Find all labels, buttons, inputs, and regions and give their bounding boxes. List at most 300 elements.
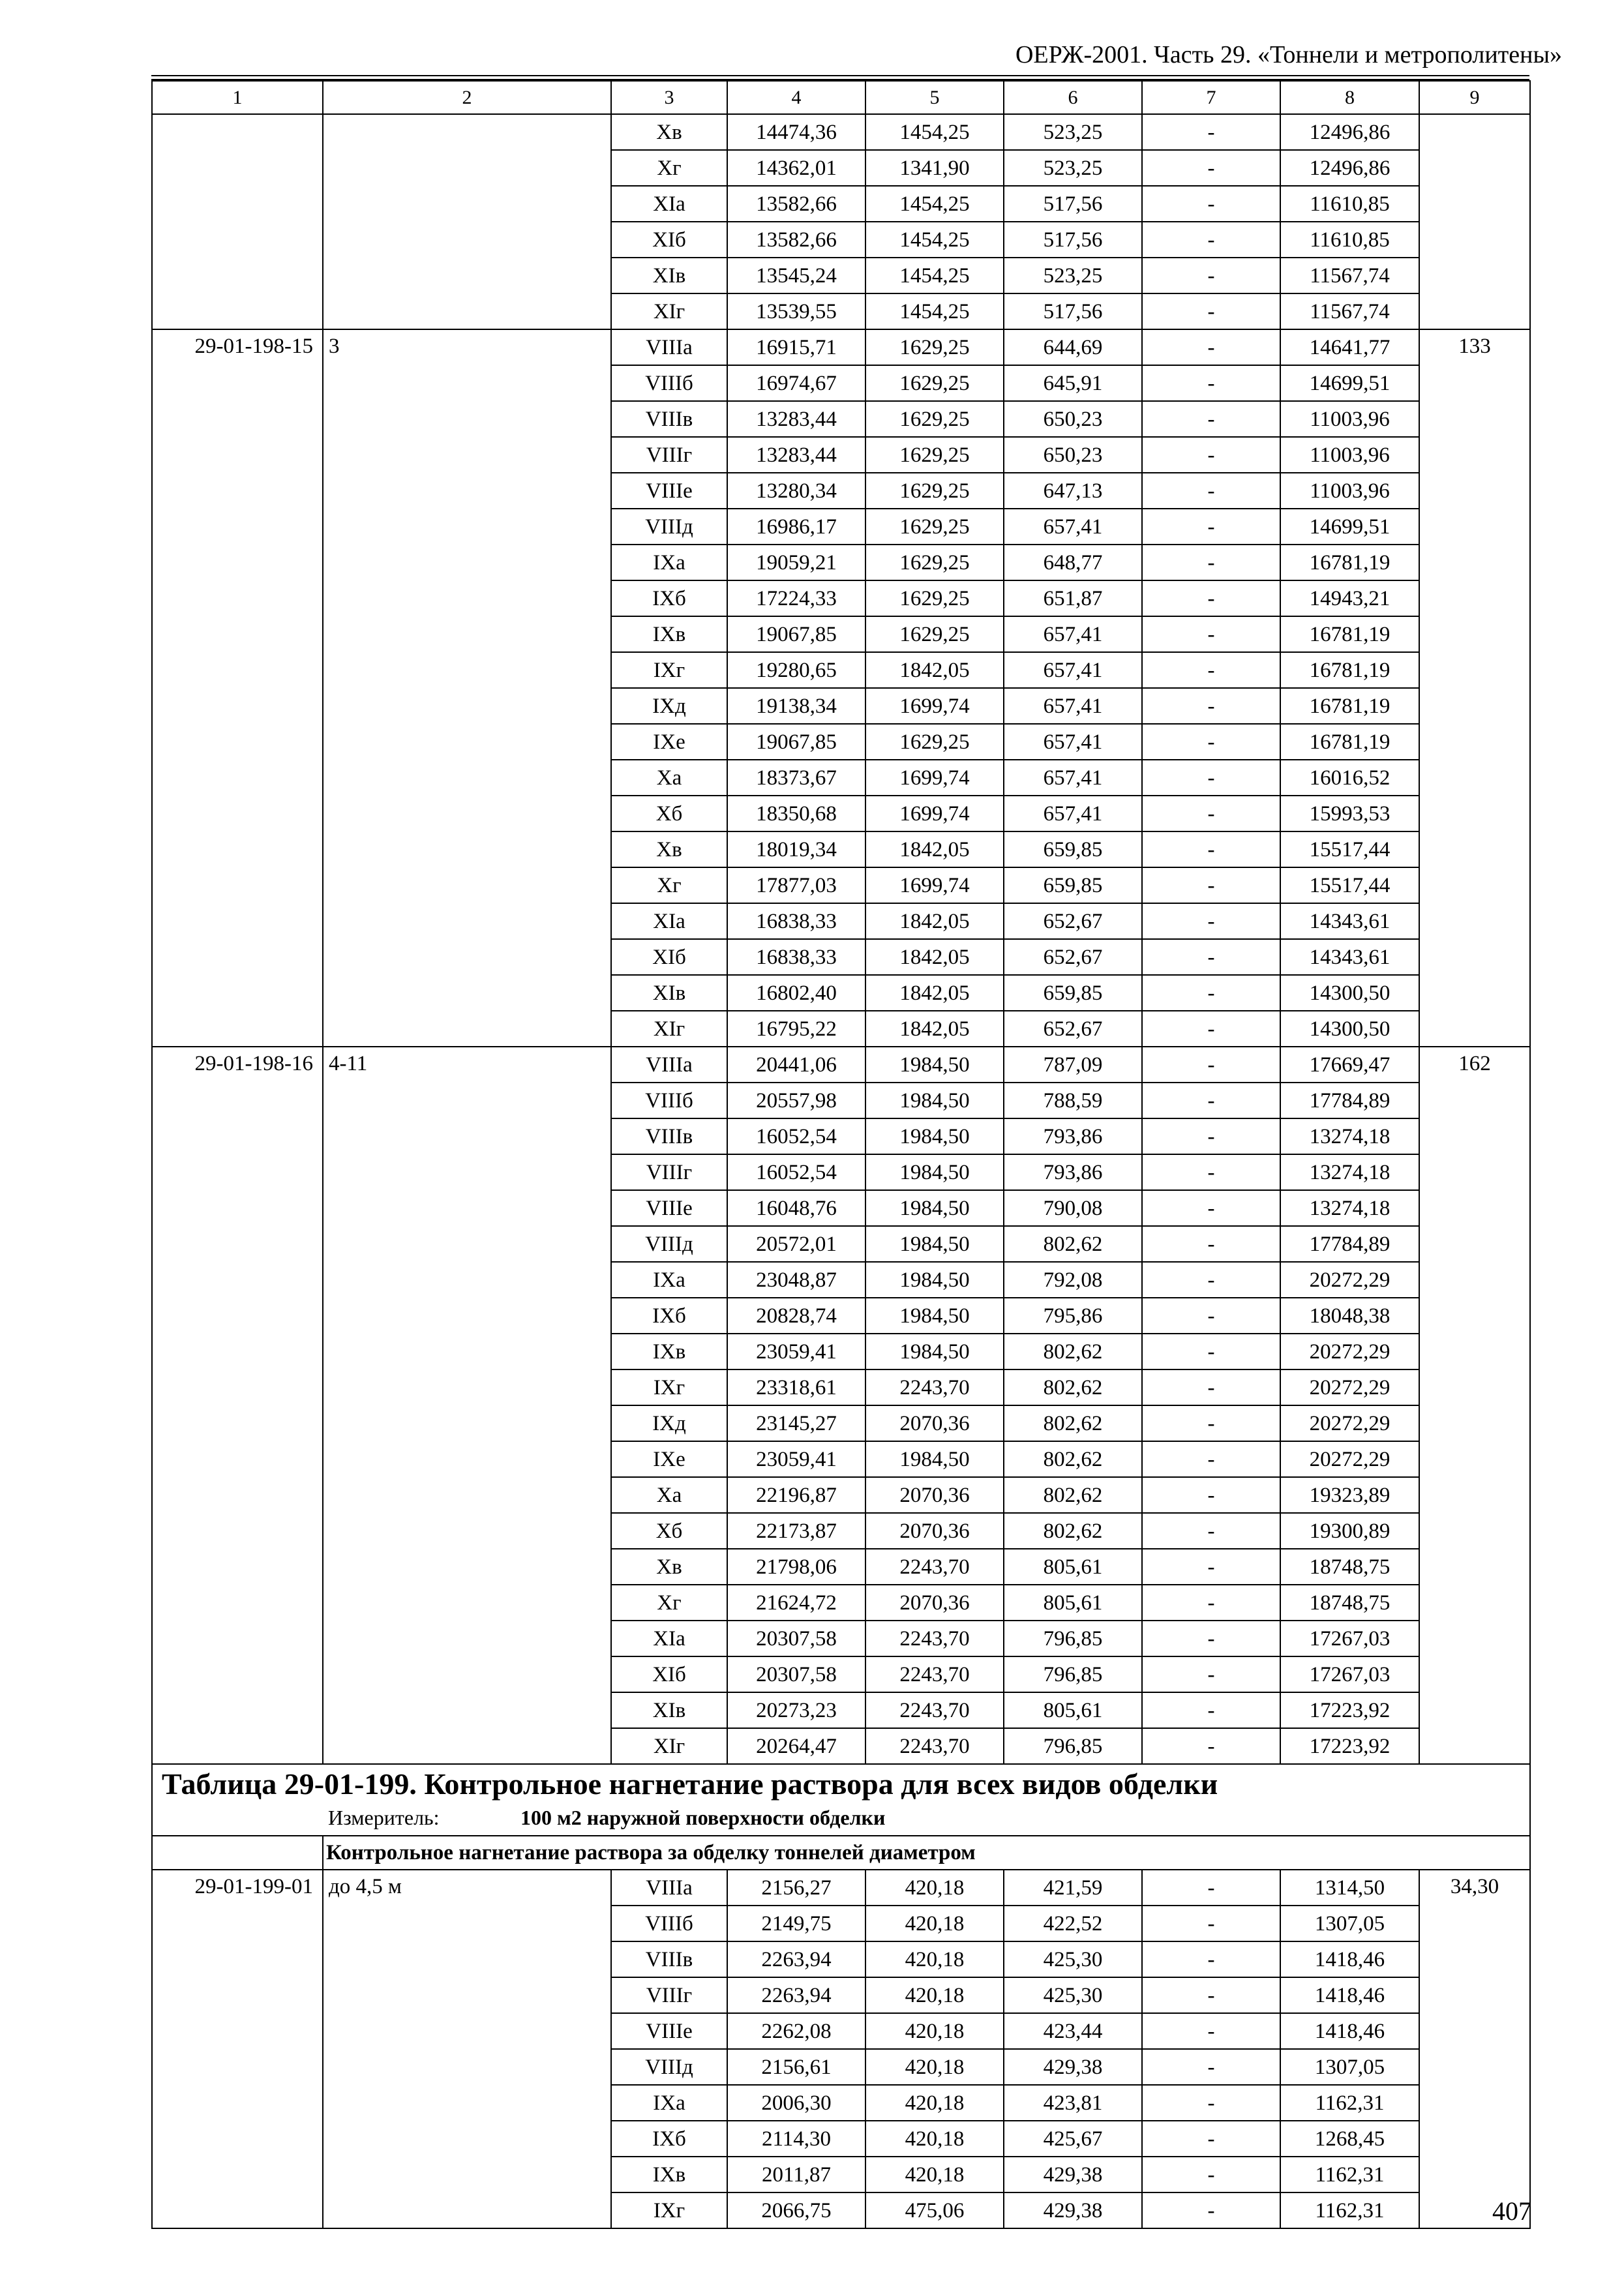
total-cost: 17224,33 xyxy=(727,580,865,616)
driver-wages: - xyxy=(1142,1477,1280,1513)
total-cost: 13582,66 xyxy=(727,222,865,258)
machine-cost: 421,59 xyxy=(1004,1870,1142,1906)
machine-cost: 657,41 xyxy=(1004,616,1142,652)
category: IXб xyxy=(611,1298,727,1334)
machine-cost: 802,62 xyxy=(1004,1477,1142,1513)
machine-cost: 657,41 xyxy=(1004,688,1142,724)
total-cost: 20307,58 xyxy=(727,1656,865,1692)
total-cost: 19067,85 xyxy=(727,724,865,760)
wages: 1984,50 xyxy=(865,1262,1004,1298)
driver-wages: - xyxy=(1142,186,1280,222)
wages: 2243,70 xyxy=(865,1549,1004,1585)
category: VIIIд xyxy=(611,1226,727,1262)
total-cost: 21624,72 xyxy=(727,1585,865,1621)
machine-cost: 652,67 xyxy=(1004,939,1142,975)
wages: 1629,25 xyxy=(865,329,1004,365)
materials: 17223,92 xyxy=(1280,1728,1419,1764)
driver-wages: - xyxy=(1142,545,1280,580)
total-cost: 20828,74 xyxy=(727,1298,865,1334)
total-cost: 16052,54 xyxy=(727,1154,865,1190)
machine-cost: 425,30 xyxy=(1004,1977,1142,2013)
materials: 1418,46 xyxy=(1280,2013,1419,2049)
page-number: 407 xyxy=(1492,2196,1531,2226)
total-cost: 19138,34 xyxy=(727,688,865,724)
machine-cost: 517,56 xyxy=(1004,186,1142,222)
subheading-row xyxy=(152,1836,1530,1870)
category: VIIIв xyxy=(611,1118,727,1154)
total-cost: 2156,27 xyxy=(727,1870,865,1906)
column-number: 5 xyxy=(865,81,1004,114)
wages: 1842,05 xyxy=(865,903,1004,939)
driver-wages: - xyxy=(1142,760,1280,796)
rate-code xyxy=(152,114,323,329)
category: VIIIг xyxy=(611,1154,727,1190)
category: IXб xyxy=(611,2121,727,2157)
driver-wages: - xyxy=(1142,258,1280,293)
total-cost: 16915,71 xyxy=(727,329,865,365)
total-cost: 20441,06 xyxy=(727,1047,865,1083)
materials: 13274,18 xyxy=(1280,1190,1419,1226)
category: VIIIa xyxy=(611,1047,727,1083)
materials: 15517,44 xyxy=(1280,867,1419,903)
materials: 16781,19 xyxy=(1280,652,1419,688)
driver-wages: - xyxy=(1142,293,1280,329)
running-header: ОЕРЖ-2001. Часть 29. «Тоннели и метрополитены» xyxy=(1015,41,1562,68)
total-cost: 16838,33 xyxy=(727,939,865,975)
driver-wages: - xyxy=(1142,2192,1280,2228)
column-number: 1 xyxy=(152,81,323,114)
total-cost: 20557,98 xyxy=(727,1083,865,1118)
wages: 1984,50 xyxy=(865,1441,1004,1477)
materials: 1418,46 xyxy=(1280,1941,1419,1977)
rates-table xyxy=(151,80,1531,2229)
wages: 1984,50 xyxy=(865,1334,1004,1369)
driver-wages: - xyxy=(1142,1549,1280,1585)
category: VIIIе xyxy=(611,1190,727,1226)
category: VIIIе xyxy=(611,473,727,509)
header-rule xyxy=(151,75,1529,76)
materials: 17267,03 xyxy=(1280,1621,1419,1656)
machine-cost: 802,62 xyxy=(1004,1369,1142,1405)
wages: 420,18 xyxy=(865,1906,1004,1941)
total-cost: 13582,66 xyxy=(727,186,865,222)
machine-cost: 648,77 xyxy=(1004,545,1142,580)
driver-wages: - xyxy=(1142,580,1280,616)
machine-cost: 802,62 xyxy=(1004,1334,1142,1369)
wages: 2243,70 xyxy=(865,1656,1004,1692)
materials: 13274,18 xyxy=(1280,1154,1419,1190)
total-cost: 13280,34 xyxy=(727,473,865,509)
driver-wages: - xyxy=(1142,1011,1280,1047)
wages: 1454,25 xyxy=(865,114,1004,150)
wages: 1842,05 xyxy=(865,939,1004,975)
materials: 14300,50 xyxy=(1280,975,1419,1011)
total-cost: 14362,01 xyxy=(727,150,865,186)
total-cost: 16986,17 xyxy=(727,509,865,545)
driver-wages: - xyxy=(1142,509,1280,545)
total-cost: 16974,67 xyxy=(727,365,865,401)
materials: 14343,61 xyxy=(1280,939,1419,975)
materials: 12496,86 xyxy=(1280,150,1419,186)
category: Xг xyxy=(611,150,727,186)
machine-cost: 657,41 xyxy=(1004,509,1142,545)
category: XIг xyxy=(611,1728,727,1764)
machine-cost: 802,62 xyxy=(1004,1226,1142,1262)
rate-code: 29-01-199-01 xyxy=(152,1870,323,2228)
wages: 1984,50 xyxy=(865,1190,1004,1226)
materials: 19300,89 xyxy=(1280,1513,1419,1549)
rate-code: 29-01-198-15 xyxy=(152,329,323,1047)
total-cost: 19280,65 xyxy=(727,652,865,688)
machine-cost: 423,81 xyxy=(1004,2085,1142,2121)
driver-wages: - xyxy=(1142,222,1280,258)
wages: 420,18 xyxy=(865,2157,1004,2192)
materials: 16781,19 xyxy=(1280,545,1419,580)
materials: 1268,45 xyxy=(1280,2121,1419,2157)
wages: 1842,05 xyxy=(865,652,1004,688)
materials: 14699,51 xyxy=(1280,365,1419,401)
category: IXг xyxy=(611,2192,727,2228)
materials: 1307,05 xyxy=(1280,1906,1419,1941)
wages: 420,18 xyxy=(865,1870,1004,1906)
machine-cost: 796,85 xyxy=(1004,1728,1142,1764)
category: VIIIб xyxy=(611,1083,727,1118)
wages: 2243,70 xyxy=(865,1728,1004,1764)
driver-wages: - xyxy=(1142,1298,1280,1334)
materials: 16781,19 xyxy=(1280,616,1419,652)
total-cost: 20572,01 xyxy=(727,1226,865,1262)
total-cost: 16052,54 xyxy=(727,1118,865,1154)
materials: 17784,89 xyxy=(1280,1083,1419,1118)
table-row xyxy=(152,1047,1530,1083)
machine-cost: 796,85 xyxy=(1004,1621,1142,1656)
wages: 1629,25 xyxy=(865,437,1004,473)
driver-wages: - xyxy=(1142,1870,1280,1906)
total-cost: 21798,06 xyxy=(727,1549,865,1585)
total-cost: 14474,36 xyxy=(727,114,865,150)
wages: 2243,70 xyxy=(865,1621,1004,1656)
machine-cost: 645,91 xyxy=(1004,365,1142,401)
category: VIIIв xyxy=(611,401,727,437)
extra-value: 133 xyxy=(1419,329,1530,1047)
driver-wages: - xyxy=(1142,867,1280,903)
driver-wages: - xyxy=(1142,1941,1280,1977)
materials: 18748,75 xyxy=(1280,1549,1419,1585)
wages: 1984,50 xyxy=(865,1226,1004,1262)
materials: 15993,53 xyxy=(1280,796,1419,831)
table-title-row xyxy=(152,1764,1530,1836)
total-cost: 23048,87 xyxy=(727,1262,865,1298)
column-number: 8 xyxy=(1280,81,1419,114)
wages: 1454,25 xyxy=(865,258,1004,293)
total-cost: 2156,61 xyxy=(727,2049,865,2085)
machine-cost: 805,61 xyxy=(1004,1585,1142,1621)
total-cost: 16802,40 xyxy=(727,975,865,1011)
machine-cost: 517,56 xyxy=(1004,293,1142,329)
wages: 2070,36 xyxy=(865,1405,1004,1441)
total-cost: 2149,75 xyxy=(727,1906,865,1941)
driver-wages: - xyxy=(1142,1405,1280,1441)
category: VIIIб xyxy=(611,365,727,401)
machine-cost: 792,08 xyxy=(1004,1262,1142,1298)
wages: 420,18 xyxy=(865,2121,1004,2157)
category: XIв xyxy=(611,258,727,293)
wages: 1984,50 xyxy=(865,1298,1004,1334)
table-row xyxy=(152,114,1530,150)
category: XIa xyxy=(611,1621,727,1656)
wages: 420,18 xyxy=(865,2049,1004,2085)
machine-cost: 425,67 xyxy=(1004,2121,1142,2157)
category: Xб xyxy=(611,1513,727,1549)
column-number: 4 xyxy=(727,81,865,114)
machine-cost: 802,62 xyxy=(1004,1405,1142,1441)
driver-wages: - xyxy=(1142,831,1280,867)
wages: 1699,74 xyxy=(865,796,1004,831)
total-cost: 23145,27 xyxy=(727,1405,865,1441)
materials: 11610,85 xyxy=(1280,222,1419,258)
category: IXв xyxy=(611,1334,727,1369)
driver-wages: - xyxy=(1142,401,1280,437)
table-title: Таблица 29-01-199. Контрольное нагнетание раствора для всех видов обделки xyxy=(162,1767,1218,1801)
total-cost: 23059,41 xyxy=(727,1334,865,1369)
wages: 2070,36 xyxy=(865,1477,1004,1513)
total-cost: 20264,47 xyxy=(727,1728,865,1764)
machine-cost: 523,25 xyxy=(1004,150,1142,186)
materials: 1418,46 xyxy=(1280,1977,1419,2013)
materials: 20272,29 xyxy=(1280,1405,1419,1441)
category: IXa xyxy=(611,1262,727,1298)
wages: 2070,36 xyxy=(865,1585,1004,1621)
materials: 11567,74 xyxy=(1280,258,1419,293)
materials: 14343,61 xyxy=(1280,903,1419,939)
category: XIб xyxy=(611,222,727,258)
wages: 1454,25 xyxy=(865,186,1004,222)
category: Xa xyxy=(611,760,727,796)
materials: 1314,50 xyxy=(1280,1870,1419,1906)
column-number: 9 xyxy=(1419,81,1530,114)
driver-wages: - xyxy=(1142,688,1280,724)
machine-cost: 805,61 xyxy=(1004,1692,1142,1728)
extra-value xyxy=(1419,114,1530,329)
materials: 20272,29 xyxy=(1280,1334,1419,1369)
machine-cost: 802,62 xyxy=(1004,1513,1142,1549)
total-cost: 2263,94 xyxy=(727,1977,865,2013)
category: XIг xyxy=(611,1011,727,1047)
machine-cost: 657,41 xyxy=(1004,760,1142,796)
category: Xв xyxy=(611,114,727,150)
materials: 11003,96 xyxy=(1280,473,1419,509)
driver-wages: - xyxy=(1142,365,1280,401)
materials: 20272,29 xyxy=(1280,1441,1419,1477)
driver-wages: - xyxy=(1142,1513,1280,1549)
machine-cost: 651,87 xyxy=(1004,580,1142,616)
total-cost: 19059,21 xyxy=(727,545,865,580)
total-cost: 2263,94 xyxy=(727,1941,865,1977)
machine-cost: 423,44 xyxy=(1004,2013,1142,2049)
table-unit xyxy=(155,1804,1527,1835)
materials: 14641,77 xyxy=(1280,329,1419,365)
machine-cost: 787,09 xyxy=(1004,1047,1142,1083)
wages: 1629,25 xyxy=(865,509,1004,545)
wages: 1629,25 xyxy=(865,724,1004,760)
materials: 1162,31 xyxy=(1280,2085,1419,2121)
total-cost: 22196,87 xyxy=(727,1477,865,1513)
category: XIг xyxy=(611,293,727,329)
driver-wages: - xyxy=(1142,939,1280,975)
materials: 11567,74 xyxy=(1280,293,1419,329)
driver-wages: - xyxy=(1142,437,1280,473)
materials: 20272,29 xyxy=(1280,1262,1419,1298)
materials: 16781,19 xyxy=(1280,724,1419,760)
driver-wages: - xyxy=(1142,1047,1280,1083)
machine-cost: 429,38 xyxy=(1004,2157,1142,2192)
driver-wages: - xyxy=(1142,2121,1280,2157)
materials: 15517,44 xyxy=(1280,831,1419,867)
extra-value: 34,30 xyxy=(1419,1870,1530,2228)
category: Xб xyxy=(611,796,727,831)
table-row xyxy=(152,329,1530,365)
driver-wages: - xyxy=(1142,1083,1280,1118)
wages: 2070,36 xyxy=(865,1513,1004,1549)
machine-cost: 659,85 xyxy=(1004,831,1142,867)
wages: 2243,70 xyxy=(865,1369,1004,1405)
unit-label: Измеритель: xyxy=(328,1806,440,1829)
category: Xв xyxy=(611,1549,727,1585)
driver-wages: - xyxy=(1142,975,1280,1011)
category: VIIIб xyxy=(611,1906,727,1941)
materials: 19323,89 xyxy=(1280,1477,1419,1513)
materials: 11003,96 xyxy=(1280,437,1419,473)
work-description: 3 xyxy=(323,329,611,1047)
category: XIб xyxy=(611,1656,727,1692)
machine-cost: 802,62 xyxy=(1004,1441,1142,1477)
category: IXг xyxy=(611,652,727,688)
driver-wages: - xyxy=(1142,1154,1280,1190)
work-description xyxy=(323,114,611,329)
driver-wages: - xyxy=(1142,652,1280,688)
total-cost: 22173,87 xyxy=(727,1513,865,1549)
total-cost: 20273,23 xyxy=(727,1692,865,1728)
machine-cost: 657,41 xyxy=(1004,796,1142,831)
machine-cost: 805,61 xyxy=(1004,1549,1142,1585)
wages: 1454,25 xyxy=(865,293,1004,329)
machine-cost: 429,38 xyxy=(1004,2192,1142,2228)
category: XIв xyxy=(611,1692,727,1728)
total-cost: 13283,44 xyxy=(727,401,865,437)
total-cost: 2006,30 xyxy=(727,2085,865,2121)
driver-wages: - xyxy=(1142,1692,1280,1728)
machine-cost: 647,13 xyxy=(1004,473,1142,509)
category: XIa xyxy=(611,903,727,939)
machine-cost: 422,52 xyxy=(1004,1906,1142,1941)
total-cost: 16048,76 xyxy=(727,1190,865,1226)
materials: 18048,38 xyxy=(1280,1298,1419,1334)
machine-cost: 657,41 xyxy=(1004,652,1142,688)
driver-wages: - xyxy=(1142,1226,1280,1262)
total-cost: 23059,41 xyxy=(727,1441,865,1477)
machine-cost: 788,59 xyxy=(1004,1083,1142,1118)
driver-wages: - xyxy=(1142,1118,1280,1154)
category: IXв xyxy=(611,2157,727,2192)
driver-wages: - xyxy=(1142,2013,1280,2049)
wages: 1842,05 xyxy=(865,831,1004,867)
category: IXб xyxy=(611,580,727,616)
wages: 420,18 xyxy=(865,2013,1004,2049)
category: IXд xyxy=(611,688,727,724)
category: XIб xyxy=(611,939,727,975)
wages: 475,06 xyxy=(865,2192,1004,2228)
total-cost: 2114,30 xyxy=(727,2121,865,2157)
machine-cost: 425,30 xyxy=(1004,1941,1142,1977)
wages: 1629,25 xyxy=(865,401,1004,437)
driver-wages: - xyxy=(1142,1441,1280,1477)
wages: 1699,74 xyxy=(865,867,1004,903)
materials: 11610,85 xyxy=(1280,186,1419,222)
total-cost: 16795,22 xyxy=(727,1011,865,1047)
category: XIa xyxy=(611,186,727,222)
machine-cost: 657,41 xyxy=(1004,724,1142,760)
driver-wages: - xyxy=(1142,616,1280,652)
category: Xa xyxy=(611,1477,727,1513)
materials: 17669,47 xyxy=(1280,1047,1419,1083)
wages: 1629,25 xyxy=(865,545,1004,580)
machine-cost: 644,69 xyxy=(1004,329,1142,365)
driver-wages: - xyxy=(1142,329,1280,365)
machine-cost: 795,86 xyxy=(1004,1298,1142,1334)
driver-wages: - xyxy=(1142,1262,1280,1298)
category: IXе xyxy=(611,724,727,760)
total-cost: 16838,33 xyxy=(727,903,865,939)
total-cost: 13539,55 xyxy=(727,293,865,329)
driver-wages: - xyxy=(1142,1728,1280,1764)
materials: 17784,89 xyxy=(1280,1226,1419,1262)
total-cost: 17877,03 xyxy=(727,867,865,903)
category: IXв xyxy=(611,616,727,652)
machine-cost: 796,85 xyxy=(1004,1656,1142,1692)
table-row xyxy=(152,1870,1530,1906)
category: XIв xyxy=(611,975,727,1011)
driver-wages: - xyxy=(1142,2157,1280,2192)
machine-cost: 523,25 xyxy=(1004,114,1142,150)
materials: 16781,19 xyxy=(1280,688,1419,724)
column-number: 7 xyxy=(1142,81,1280,114)
total-cost: 2011,87 xyxy=(727,2157,865,2192)
total-cost: 20307,58 xyxy=(727,1621,865,1656)
wages: 1984,50 xyxy=(865,1047,1004,1083)
category: VIIIa xyxy=(611,1870,727,1906)
wages: 1341,90 xyxy=(865,150,1004,186)
materials: 17223,92 xyxy=(1280,1692,1419,1728)
category: VIIIг xyxy=(611,437,727,473)
subheading: Контрольное нагнетание раствора за обделку тоннелей диаметром xyxy=(323,1836,1530,1870)
total-cost: 23318,61 xyxy=(727,1369,865,1405)
category: IXд xyxy=(611,1405,727,1441)
total-cost: 18373,67 xyxy=(727,760,865,796)
category: VIIIд xyxy=(611,509,727,545)
wages: 420,18 xyxy=(865,1941,1004,1977)
driver-wages: - xyxy=(1142,796,1280,831)
driver-wages: - xyxy=(1142,114,1280,150)
materials: 20272,29 xyxy=(1280,1369,1419,1405)
rate-code: 29-01-198-16 xyxy=(152,1047,323,1764)
driver-wages: - xyxy=(1142,1190,1280,1226)
materials: 1307,05 xyxy=(1280,2049,1419,2085)
machine-cost: 650,23 xyxy=(1004,437,1142,473)
total-cost: 2066,75 xyxy=(727,2192,865,2228)
materials: 14943,21 xyxy=(1280,580,1419,616)
driver-wages: - xyxy=(1142,724,1280,760)
driver-wages: - xyxy=(1142,903,1280,939)
